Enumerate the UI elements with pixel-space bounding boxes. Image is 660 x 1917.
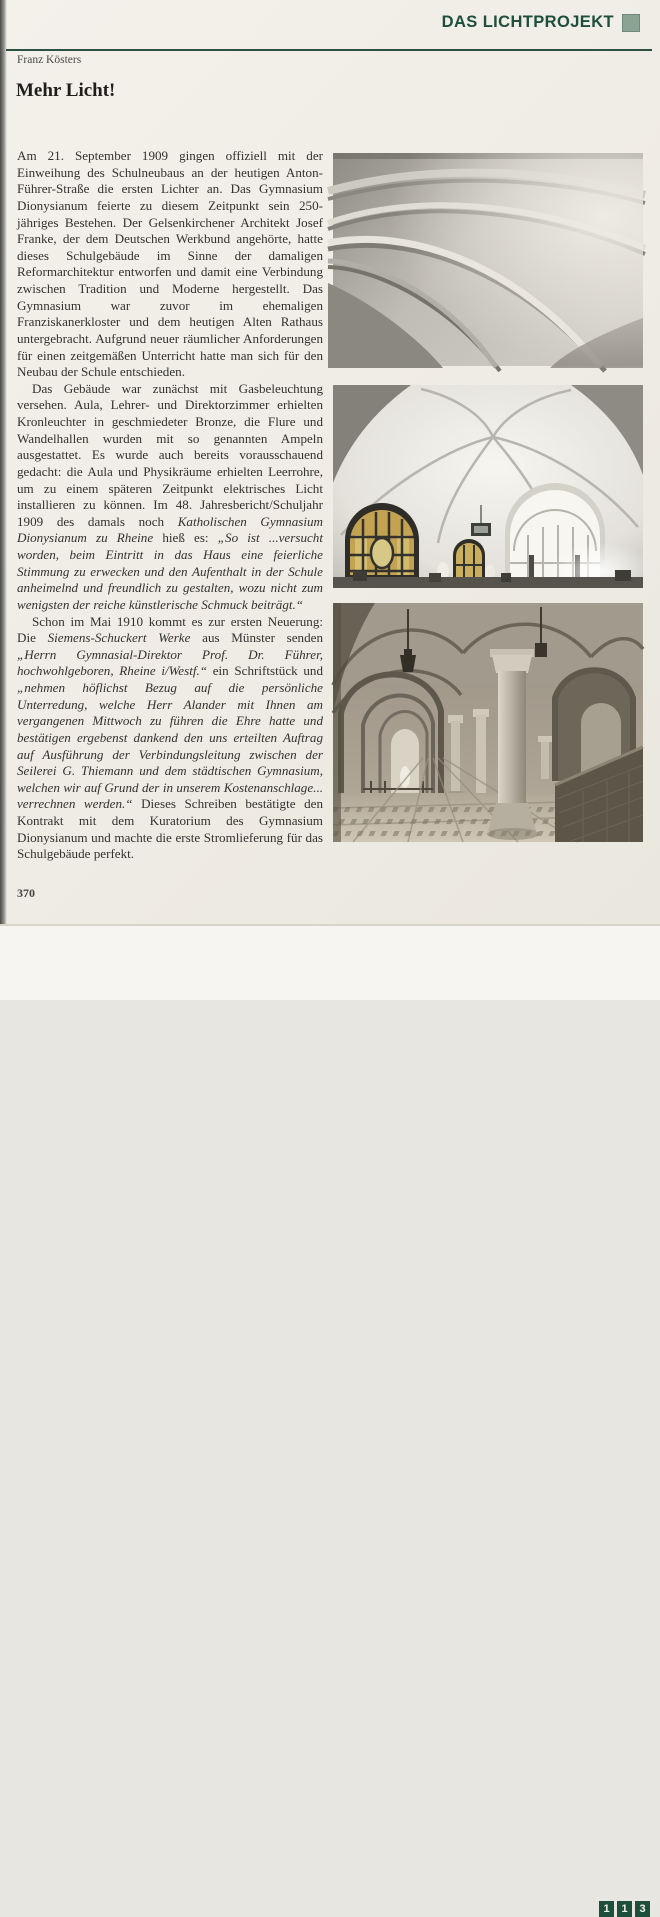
- page-surface: [0, 0, 660, 926]
- chapter-header: [442, 13, 640, 32]
- page-number: 370: [17, 886, 35, 900]
- page-tab-digit: 3: [635, 1901, 650, 1917]
- chapter-marker-square-icon: [622, 14, 640, 32]
- vault-rib-detail-image: [333, 153, 643, 366]
- header-rule: [6, 49, 652, 51]
- photo-historic-corridor: [333, 603, 643, 842]
- photo-vaulted-hall-windows: [333, 385, 643, 588]
- scan-shadow-edge: [0, 0, 7, 926]
- vaulted-hall-image: [333, 385, 643, 588]
- chapter-title: DAS LICHTPROJEKT: [441, 13, 614, 31]
- photo-vault-rib-detail: [333, 153, 643, 366]
- scan-margin-bottom: [0, 926, 660, 1915]
- page-tab-numbers: [599, 1901, 650, 1917]
- author-name: Franz Kösters: [17, 54, 82, 66]
- page-tab-digit: 1: [617, 1901, 632, 1917]
- body-paragraph: Am 21. September 1909 gingen offiziell mit der Einweihung des Schulneubaus an der heutigen Anton-Führer-Straße die ersten Lichter an. Das Gymnasium Dionysianum feierte zu diesem Zeitpunkt sein 250-jähriges Bestehen. Der Gelsenkirchener Architekt Josef Franke, der dem Deutschen Werkbund angehörte, hatte dieses Schulgebäude im Sinne der damaligen Reformarchitektur entworfen und damit eine Verbindung zwischen Tradition und Moderne hergestellt. Das Gymnasium war zuvor im ehemaligen Franziskanerkloster und dem heutigen Alten Rathaus untergebracht. Aufgrund neuer räumlicher Anforderungen für einen zeitgemäßen Unterricht hatte man sich für den Neubau der Schule entschieden.: [17, 148, 323, 380]
- historic-corridor-image: [333, 603, 643, 842]
- body-paragraph: Das Gebäude war zunächst mit Gasbeleuchtung versehen. Aula, Lehrer- und Direktorzimmer erhielten Kronleuchter in geschmiedeter Bronze, die Flure und Wandelhallen wurden mit so genannten Ampeln ausgestattet. Es wurde auch bereits vorausschauend gedacht: die Aula und Physikräume erhielten Leerrohre, um zu einem späteren Zeitpunkt elektrisches Licht installieren zu können. Im 48. Jahresbericht/Schuljahr 1909 des damals noch Katholischen Gymnasium Dionysianum zu Rheine hieß es: „So ist ...versucht worden, beim Eintritt in das Haus eine feierliche Stimmung zu erwecken und den Aufenthalt in der Schule anheimelnd und freundlich zu gestalten, wozu nicht zum wenigsten der reiche künstlerische Schmuck beiträgt.“: [17, 380, 323, 612]
- article-body: [17, 148, 323, 863]
- body-paragraph: Schon im Mai 1910 kommt es zur ersten Neuerung: Die Siemens-Schuckert Werke aus Münster senden „Herrn Gymnasial-Direktor Prof. Dr. Führer, hochwohlgeboren, Rheine i/Westf.“ ein Schriftstück und „nehmen höflichst Bezug auf die persönliche Unterredung, welche Herr Alander mit Ihnen am vergangenen Mittwoch zu führen die Ehre hatte und bestätigen ergebenst dankend den uns erteilten Auftrag auf Ausführung der Verbindungsleitung zwischen der Seilerei G. Thiemann und dem städtischen Gymnasium, welchen wir auf Grund der in unserem Kostenanschlage... verrechnen werden.“ Dieses Schreiben bestätigte den Kontrakt mit dem Kuratorium des Gymnasium Dionysianum und machte die erste Stromlieferung für das Schulgebäude perfekt.: [17, 613, 323, 862]
- article-title: Mehr Licht!: [16, 80, 116, 101]
- page-tab-digit: 1: [599, 1901, 614, 1917]
